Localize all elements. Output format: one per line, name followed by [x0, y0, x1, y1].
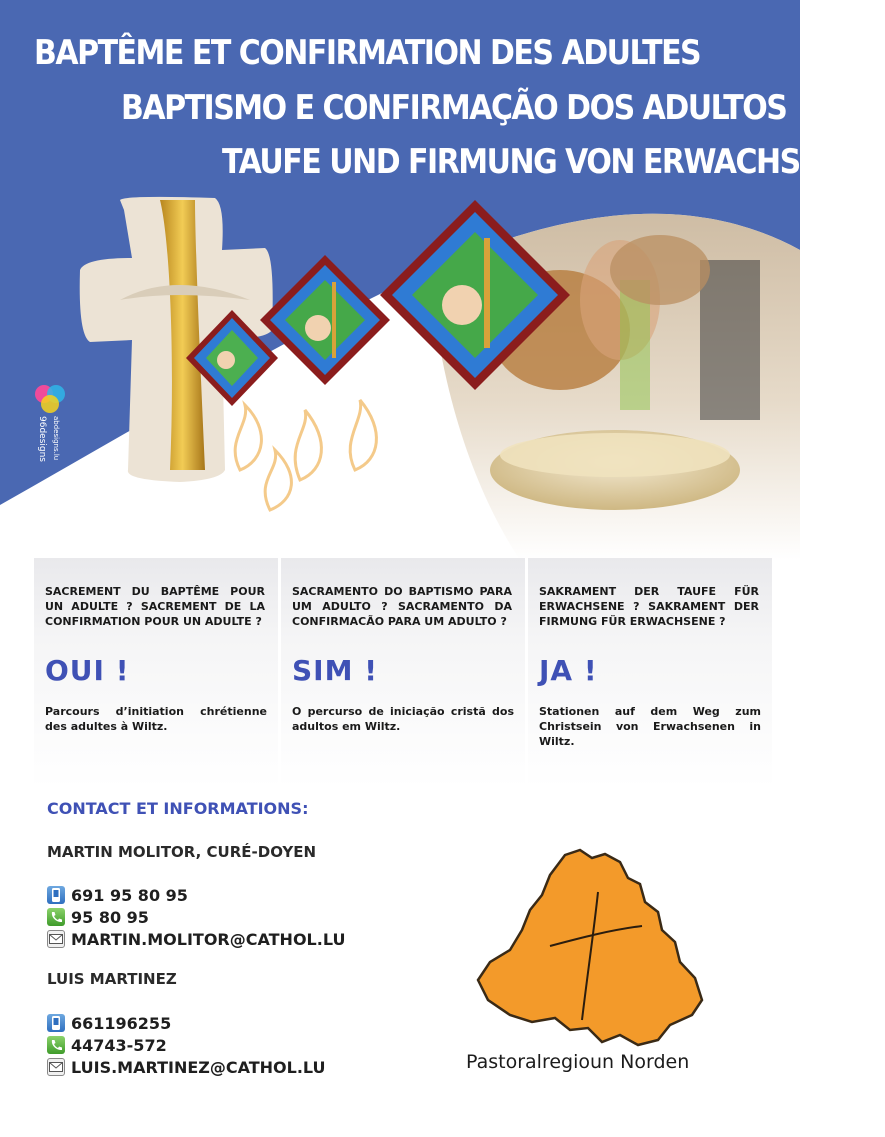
region-map-logo — [470, 850, 710, 1050]
flames-decoration — [235, 400, 376, 510]
info-column-french — [34, 558, 278, 788]
column-heading: SACREMENT DU BAPTÊME POUR UN ADULTE ? SACREMENT DE LA CONFIRMATION POUR UN ADULTE ? — [45, 585, 265, 628]
mobile-number[interactable]: 691 95 80 95 — [71, 885, 188, 905]
contact-mobile-2 — [47, 1013, 171, 1033]
column-text: Parcours d’initiation chrétienne des adultes à Wiltz. — [45, 705, 267, 733]
contact-phone-2 — [47, 1035, 167, 1055]
title-portuguese: BAPTISMO E CONFIRMAÇÃO DOS ADULTOS — [121, 89, 787, 129]
column-heading: SACRAMENTO DO BAPTISMO PARA UM ADULTO ? SACRAMENTO DA CONFIRMACÃO PARA UM ADULTO ? — [292, 585, 512, 628]
info-column-german — [528, 558, 772, 788]
mail-icon — [47, 1058, 65, 1076]
title-german: TAUFE UND FIRMUNG VON ERWACHSENEN — [222, 143, 885, 183]
phone-icon — [47, 908, 65, 926]
mail-icon — [47, 930, 65, 948]
contact-name-1: MARTIN MOLITOR, CURÉ-DOYEN — [47, 843, 317, 861]
column-text: Stationen auf dem Weg zum Christsein von Erwachsenen in Wiltz. — [539, 705, 761, 748]
contact-phone-1 — [47, 907, 149, 927]
title-block — [0, 0, 885, 200]
mobile-number[interactable]: 661196255 — [71, 1013, 172, 1033]
column-heading: SAKRAMENT DER TAUFE FÜR ERWACHSENE ? SAKRAMENT DER FIRMUNG FÜR ERWACHSENE ? — [539, 585, 759, 628]
info-column-portuguese — [281, 558, 525, 788]
column-answer: OUI ! — [45, 654, 130, 687]
email-link[interactable]: LUIS.MARTINEZ@CATHOL.LU — [71, 1057, 326, 1077]
column-text: O percurso de iniciação cristã dos adultos em Wiltz. — [292, 705, 514, 733]
designer-logo — [30, 382, 74, 472]
contact-name-2: LUIS MARTINEZ — [47, 970, 177, 988]
contact-mobile-1 — [47, 885, 188, 905]
svg-text:abdesigns.lu: abdesigns.lu — [52, 416, 60, 461]
contact-email-1 — [47, 929, 345, 949]
column-answer: SIM ! — [292, 654, 378, 687]
contact-email-2 — [47, 1057, 326, 1077]
svg-text:96designs: 96designs — [37, 416, 47, 462]
phone-icon — [47, 1036, 65, 1054]
region-name: Pastoralregioun Norden — [466, 1051, 690, 1073]
contact-title: CONTACT ET INFORMATIONS: — [47, 799, 309, 818]
email-link[interactable]: MARTIN.MOLITOR@CATHOL.LU — [71, 929, 346, 949]
title-french: BAPTÊME ET CONFIRMATION DES ADULTES — [34, 34, 701, 74]
column-answer: JA ! — [539, 654, 598, 687]
mobile-phone-icon — [47, 1014, 65, 1032]
hero-section — [0, 0, 885, 560]
phone-number[interactable]: 95 80 95 — [71, 907, 149, 927]
mobile-phone-icon — [47, 886, 65, 904]
phone-number[interactable]: 44743-572 — [71, 1035, 167, 1055]
